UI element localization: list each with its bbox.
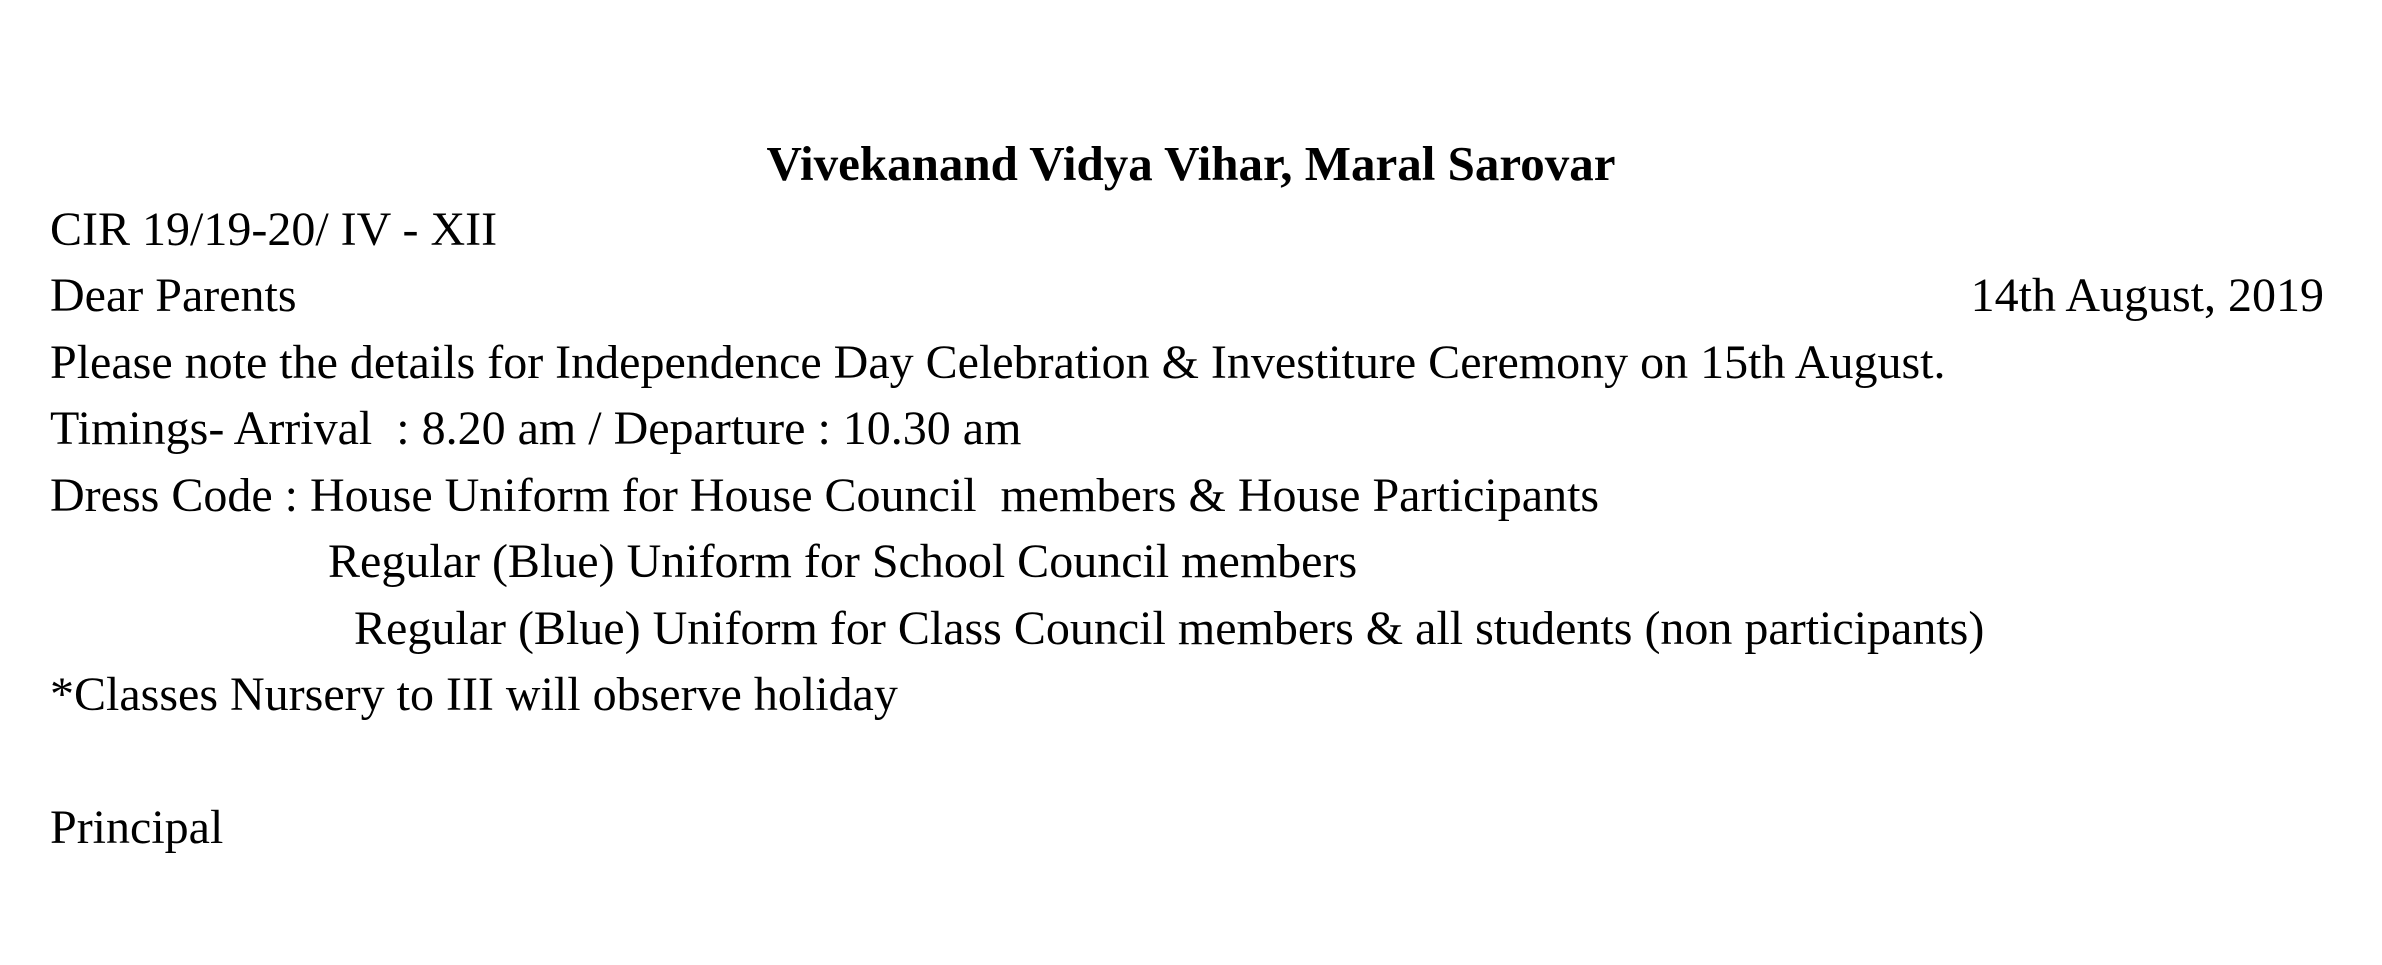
school-name: Vivekanand Vidya Vihar, Maral Sarovar: [766, 136, 1616, 191]
dress-code-line-2: Regular (Blue) Uniform for School Council members: [328, 535, 1358, 588]
dress-code-line-1: Dress Code : House Uniform for House Council members & House Participants: [50, 469, 1600, 522]
signature: Principal: [50, 801, 224, 854]
dress-code-line-3: Regular (Blue) Uniform for Class Council members & all students (non participants): [354, 602, 1985, 655]
notice-text: Please note the details for Independence Day Celebration & Investiture Ceremony on 15th August.: [50, 336, 1946, 389]
circular-reference: CIR 19/19-20/ IV - XII: [50, 203, 498, 256]
circular-date: 14th August, 2019: [1970, 269, 2324, 322]
holiday-note: *Classes Nursery to III will observe holiday: [50, 668, 898, 721]
timings-text: Timings- Arrival : 8.20 am / Departure : 10.30 am: [50, 402, 1022, 455]
salutation: Dear Parents: [50, 269, 297, 322]
